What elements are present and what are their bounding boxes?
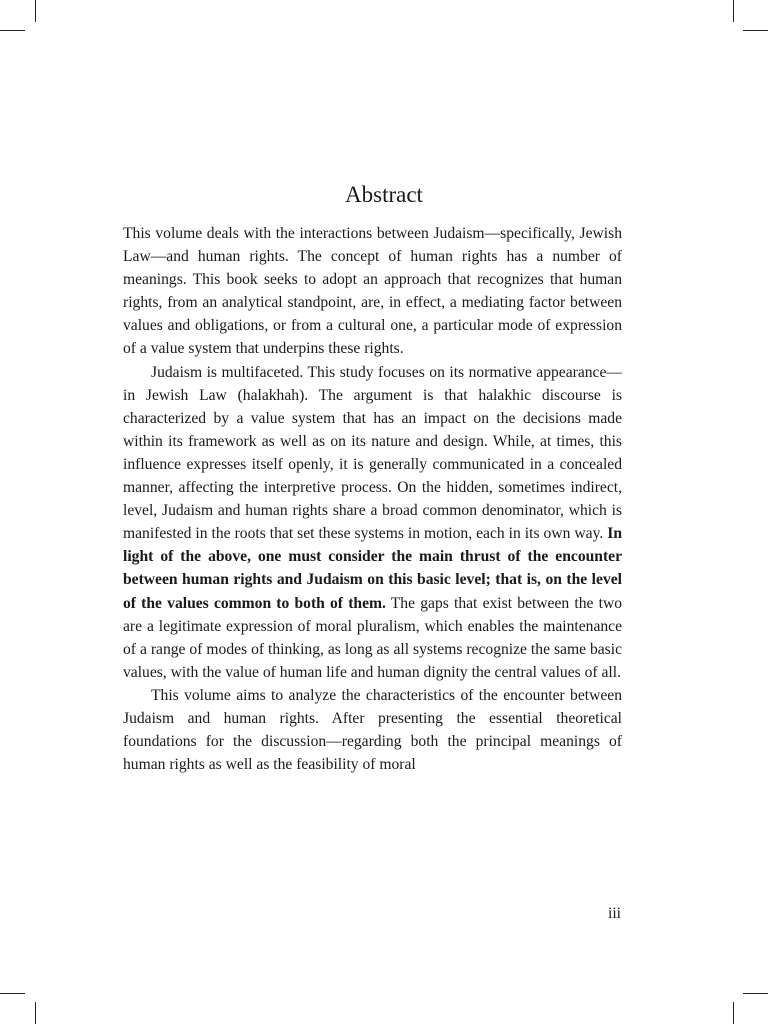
paragraph (123, 684, 622, 776)
crop-mark-top-left-horizontal (0, 30, 25, 31)
page-number: iii (608, 905, 621, 922)
crop-mark-bottom-right-vertical (733, 1002, 734, 1024)
bold-text-segment: In light of the above, one must consider the main thrust of the encounter between human rights and Judaism on this basic level; that is, on the level of the values common to both of them. (123, 525, 622, 612)
text-segment: The gaps that exist between the two are a legitimate expression of moral pluralism, which enables the maintenance of a range of modes of thinking, as long as all systems recognize the same basic values, with the value of human life and human dignity the central values of all. (123, 594, 622, 681)
page-title: Abstract (345, 182, 423, 207)
crop-mark-bottom-right-horizontal (743, 993, 768, 994)
crop-mark-top-right-horizontal (743, 30, 768, 31)
crop-mark-top-left-vertical (35, 0, 36, 22)
paragraph (123, 222, 622, 361)
text-segment: This volume aims to analyze the characteristics of the encounter between Judaism and human rights. After presenting the essential theoretical foundations for the discussion—regarding both the principal meanings of human rights as well as the feasibility of moral (123, 686, 622, 774)
crop-mark-bottom-left-vertical (35, 1002, 36, 1024)
abstract-body (123, 222, 622, 776)
text-segment: Judaism is multifaceted. This study focuses on its normative appearance—in Jewish Law (halakhah). The argument is that halakhic discourse is characterized by a value system that has an impact on the decisions made within its framework as well as on its nature and design. While, at times, this influence expresses itself openly, it is generally communicated in a concealed manner, affecting the interpretive process. On the hidden, sometimes indirect, level, Judaism and human rights share a broad common denominator, which is manifested in the roots that set these systems in motion, each in its own way. (123, 363, 622, 543)
crop-mark-bottom-left-horizontal (0, 993, 25, 994)
paragraph (123, 361, 622, 684)
crop-mark-top-right-vertical (733, 0, 734, 22)
text-segment: This volume deals with the interactions between Judaism—specifically, Jewish Law—and human rights. The concept of human rights has a number of meanings. This book seeks to adopt an approach that recognizes that human rights, from an analytical standpoint, are, in effect, a mediating factor between values and obligations, or from a cultural one, a particular mode of expression of a value system that underpins these rights. (123, 225, 622, 358)
